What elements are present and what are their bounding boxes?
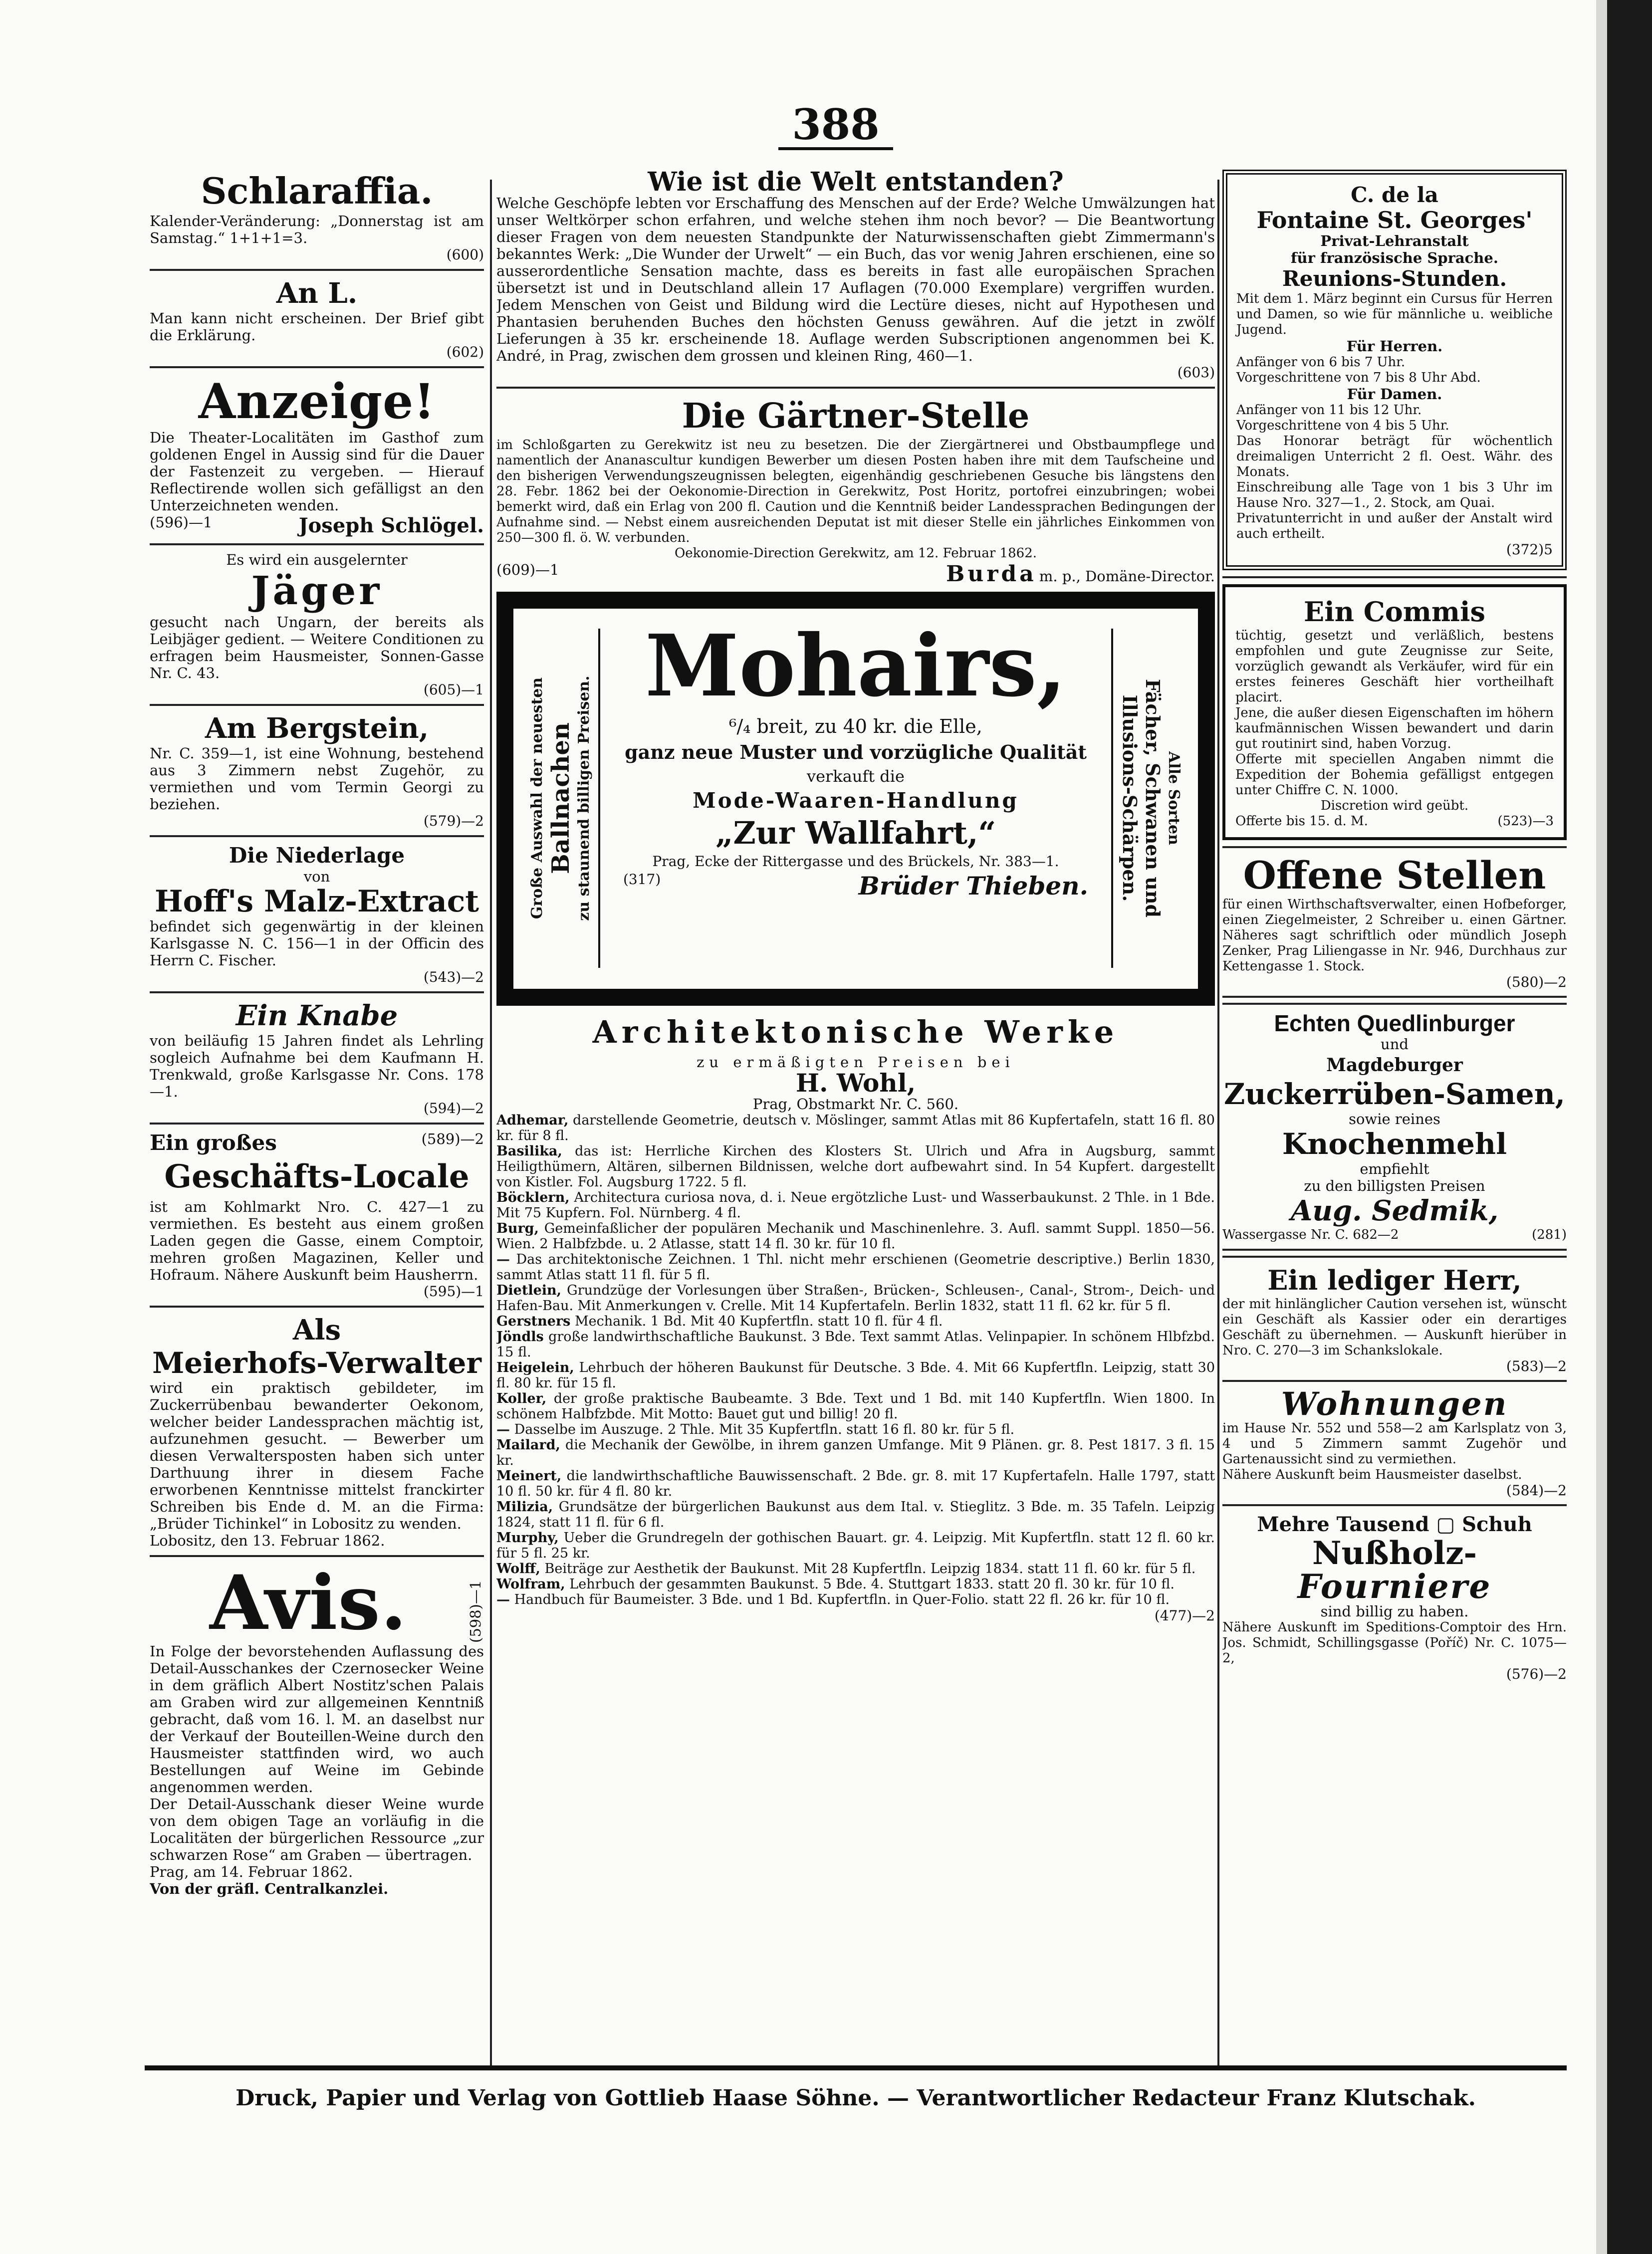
archi-entry-text: die landwirthschaftliche Bauwissenschaft. 2 Bde. gr. 8. mit 17 Kupfertafeln. Halle 1797, statt 10 fl. 50 kr. für 4 fl. 80 kr. — [496, 1468, 1215, 1499]
herr-title: Ein lediger Herr, — [1267, 1264, 1522, 1296]
mohairs-panel — [513, 609, 1198, 989]
divider — [150, 269, 484, 271]
gaertner-footer — [496, 561, 1215, 587]
archi-entry — [496, 1360, 1215, 1391]
archi-entry-text: Mechanik. 1 Bd. Mit 40 Kupfertfln. statt 10 fl. für 4 fl. — [574, 1314, 943, 1329]
mohairs-ref: (317) — [623, 871, 661, 888]
divider — [150, 543, 484, 545]
fontaine-damen: Für Damen. — [1347, 386, 1442, 403]
mohairs-right-1: Alle Sorten — [1165, 751, 1182, 845]
geschaefts-pre: Ein großes — [150, 1130, 277, 1155]
divider — [150, 1123, 484, 1125]
anzeige-title: Anzeige! — [198, 373, 436, 430]
hoff-pre: Die Niederlage — [229, 843, 405, 868]
fontaine-herren: Für Herren. — [1346, 338, 1443, 355]
mohairs-line5: „Zur Wallfahrt,“ — [715, 815, 996, 851]
commis-body1: tüchtig, gesetzt und verläßlich, bestens empfohlen und gute Zeugnisse zur Seite, vorzüglich gewandt als Verkäufer, wird für ein erstes feineres Geschäft hier vortheilhaft placirt. — [1235, 628, 1554, 705]
archi-entry-author: — — [496, 1592, 510, 1607]
archi-entry-text: Lehrbuch der höheren Baukunst für Deutsche. 3 Bde. 4. Mit 66 Kupfertfln. Leipzig, statt 30 fl. 80 kr. für 15 fl. — [496, 1360, 1215, 1391]
anzeige-body: Die Theater-Localitäten im Gasthof zum goldenen Engel in Aussig sind für die Dauer der Fastenzeit zu vergeben. — Hierauf Reflectirende wollen sich gefälligst an den Unterzeichneten wenden. — [150, 429, 484, 514]
divider — [150, 366, 484, 368]
bergstein-ref: (579)—2 — [423, 813, 484, 829]
mohairs-left-side — [523, 629, 600, 968]
fontaine-herren2: Vorgeschrittene von 7 bis 8 Uhr Abd. — [1236, 370, 1481, 385]
quedlinburger-l7: empfiehlt — [1360, 1160, 1429, 1177]
fontaine-l1: C. de la — [1351, 183, 1438, 207]
commis-ref: (523)—3 — [1497, 814, 1554, 829]
gaertner-signature-group — [946, 561, 1215, 587]
archi-entry — [496, 1437, 1215, 1468]
fontaine-herren1: Anfänger von 6 bis 7 Uhr. — [1236, 355, 1406, 370]
archi-entry — [496, 1143, 1215, 1190]
schlaraffia-body: Kalender-Veränderung: „Donnerstag ist am Samstag.“ 1+1+1=3. — [150, 213, 484, 246]
an-l-ref: (602) — [446, 344, 484, 360]
meierhof-place: Lobositz, den 13. Februar 1862. — [150, 1532, 385, 1549]
archi-entry-text: große landwirthschaftliche Baukunst. 3 Bde. Text sammt Atlas. Velinpapier. In schönem Hlbfzbd. 15 fl. — [496, 1329, 1215, 1360]
archi-entry-author: Wolfram, — [496, 1577, 565, 1592]
wohnungen-ref: (584)—2 — [1506, 1482, 1567, 1499]
archi-entry-author: Basilika, — [496, 1143, 562, 1159]
archi-entry-text: Ueber die Grundregeln der gothischen Bauart. gr. 4. Leipzig. Mit Kupfertfln. statt 12 fl. 60 kr. für 5 fl. 25 kr. — [496, 1530, 1215, 1561]
quedlinburger-l9: Aug. Sedmik, — [1290, 1194, 1499, 1227]
archi-entry-author: Heigelein, — [496, 1360, 574, 1375]
bergstein-title: Am Bergstein, — [205, 712, 429, 745]
divider — [150, 704, 484, 706]
bergstein-body: Nr. C. 359—1, ist eine Wohnung, bestehend aus 3 Zimmern nebst Zugehör, zu vermiethen und vom Termin Georgi zu beziehen. — [150, 745, 484, 813]
column-rule-left — [490, 180, 492, 2065]
geschaefts-pre-row — [150, 1130, 484, 1155]
archi-entry-author: Böcklern, — [496, 1190, 570, 1205]
column-right — [1222, 170, 1567, 2050]
offene-ref: (580)—2 — [1506, 974, 1567, 990]
avis-ref: (598)—1 — [467, 1580, 484, 1643]
archi-entry-author: Jöndls — [496, 1329, 544, 1345]
divider — [496, 387, 1215, 389]
archi-entry — [496, 1221, 1215, 1252]
archi-entry — [496, 1468, 1215, 1499]
anzeige-signature: Joseph Schlögel. — [298, 514, 484, 537]
divider — [1222, 1380, 1567, 1382]
meierhof-title: Meierhofs-Verwalter — [152, 1346, 481, 1380]
scan-edge-shadow — [1596, 0, 1607, 2254]
fontaine-l5: Reunions-Stunden. — [1282, 266, 1507, 291]
wohnungen-body2: Nähere Auskunft beim Hausmeister daselbst. — [1222, 1467, 1522, 1482]
mohairs-line3: verkauft die — [807, 767, 905, 786]
wohnungen-body1: im Hause Nr. 552 und 558—2 am Karlsplatz von 3, 4 und 5 Zimmern sammt Zugehör und Gartenaussicht sind zu vermiethen. — [1222, 1421, 1567, 1467]
archi-entry — [496, 1329, 1215, 1360]
an-l-title: An L. — [276, 277, 358, 310]
archi-entry-author: — — [496, 1252, 510, 1267]
fontaine-body1: Mit dem 1. März beginnt ein Cursus für Herren und Damen, so wie für männliche u. weibliche Jugend. — [1236, 291, 1553, 337]
commis-title: Ein Commis — [1304, 596, 1485, 628]
mohairs-title: Mohairs, — [645, 616, 1067, 716]
herr-ref: (583)—2 — [1506, 1358, 1567, 1374]
archi-entry-author: Adhemar, — [496, 1113, 569, 1128]
nussholz-l1: Mehre Tausend ▢ Schuh — [1257, 1513, 1532, 1536]
gaertner-signature: Burda — [946, 561, 1037, 587]
herr-body: der mit hinlänglicher Caution versehen ist, wünscht ein Geschäft als Kassier oder ein derartiges Geschäft zu übernehmen. — Auskunft hierüber in Nro. C. 270—3 im Schankslokale. — [1222, 1297, 1567, 1358]
avis-signature: Von der gräfl. Centralkanzlei. — [150, 1880, 389, 1897]
archi-entry-author: — — [496, 1422, 510, 1437]
column-middle — [496, 170, 1215, 2050]
archi-entry — [496, 1422, 1215, 1437]
quedlinburger-l10: Wassergasse Nr. C. 682—2 — [1222, 1227, 1399, 1242]
hoff-pre2: von — [303, 868, 330, 885]
gaertner-body: im Schloßgarten zu Gerekwitz ist neu zu besetzen. Die der Ziergärtnerei und Obstbaumpflege und namentlich der Ananascultur kundigen Bewerber um diesen Posten haben ihre mit dem Taufscheine und den bisherigen Verwendungszeugnissen belegten, eigenhändig geschriebenen Gesuche bis längstens den 28. Febr. 1862 bei der Oekonomie-Direction in Gerekwitz, Post Horitz, portofrei einzubringen; wobei bemerkt wird, daß ein Erlag von 200 fl. Caution und die Kenntniß beider Landessprachen Bedingungen der Aufnahme sind. — Nebst einem ausreichenden Deputat ist mit dieser Stelle ein jährliches Einkommen von 250—300 fl. ö. W. verbunden. — [496, 438, 1215, 545]
geschaefts-ref: (595)—1 — [423, 1283, 484, 1300]
mohairs-right-text — [1118, 679, 1183, 917]
avis-place: Prag, am 14. Februar 1862. — [150, 1863, 353, 1880]
geschaefts-title: Geschäfts-Locale — [164, 1158, 470, 1195]
divider — [150, 991, 484, 993]
archi-address: Prag, Obstmarkt Nr. C. 560. — [752, 1096, 959, 1113]
imprint-footer: Druck, Papier und Verlag von Gottlieb Haase Söhne. — Verantwortlicher Redacteur Franz Klutschak. — [236, 2085, 1476, 2111]
archi-entry-text: der große praktische Baubeamte. 3 Bde. Text und 1 Bd. mit 140 Kupfertfln. Wien 1800. In schönem Halbfzbde. Mit Motto: Bauet gut und billig! 20 fl. — [496, 1391, 1215, 1422]
archi-entry — [496, 1113, 1215, 1143]
jaeger-pre: Es wird ein ausgelernter — [226, 551, 408, 568]
mohairs-line2: ganz neue Muster und vorzügliche Qualität — [625, 741, 1087, 763]
commis-body2: Jene, die außer diesen Eigenschaften im höhern kaufmännischen Wissen bewandert und darin gut routinirt sind, haben Vorzug. — [1235, 705, 1554, 751]
mohairs-left-1: Große Auswahl der neuesten — [528, 677, 546, 919]
archi-entry-text: das ist: Herrliche Kirchen des Klosters St. Ulrich und Afra in Augsburg, sammt Heiligthümern, Altären, silbernen Bildnissen, welche dort aufbewahrt sind. In 54 Kupfert. dargestellt von Kistler. Fol. Augsburg 1722. 5 fl. — [496, 1143, 1215, 1190]
divider — [150, 1555, 484, 1557]
avis-title: Avis. — [209, 1559, 408, 1647]
jaeger-ref: (605)—1 — [423, 681, 484, 698]
hoff-title: Hoff's Malz-Extract — [154, 884, 479, 919]
archi-entry-author: Milizia, — [496, 1499, 553, 1515]
avis-body2: Der Detail-Ausschank dieser Weine wurde von dem obigen Tage an vorläufig in die Localitäten der bürgerlichen Ressource „zur schwarzen Rose“ am Graben — übertragen. — [150, 1796, 484, 1863]
archi-entry-text: Grundzüge der Vorlesungen über Straßen-, Brücken-, Schleusen-, Canal-, Strom-, Deich- und Hafen-Bau. Mit Anmerkungen v. Crelle. Mit 14 Kupfertafeln. Berlin 1832, statt 11 fl. 62 kr. für 5 fl. — [496, 1283, 1215, 1314]
gaertner-ref: (609)—1 — [496, 561, 559, 578]
archi-entry — [496, 1530, 1215, 1561]
column-rule-right — [1217, 180, 1219, 2065]
an-l-body: Man kann nicht erscheinen. Der Brief gibt die Erklärung. — [150, 310, 484, 344]
divider — [1222, 846, 1567, 848]
divider — [1222, 576, 1567, 578]
mohairs-left-text — [528, 676, 594, 920]
mohairs-right-3: Illusions-Schärpen. — [1119, 694, 1141, 902]
quedlinburger-ref: (281) — [1532, 1227, 1567, 1242]
hoff-ref: (543)—2 — [423, 969, 484, 985]
mohairs-line6: Prag, Ecke der Rittergasse und des Brückels, Nr. 383—1. — [652, 853, 1059, 870]
fontaine-ref: (372)5 — [1506, 541, 1553, 558]
mohairs-footer — [613, 871, 1098, 901]
mohairs-line4: Mode-Waaren-Handlung — [693, 788, 1019, 813]
divider — [150, 1306, 484, 1308]
page-number: 388 — [778, 102, 893, 150]
archi-entry — [496, 1391, 1215, 1422]
archi-entry-author: Meinert, — [496, 1468, 562, 1484]
scan-edge — [1607, 0, 1652, 2254]
geschaefts-body: ist am Kohlmarkt Nro. C. 427—1 zu vermiethen. Es besteht aus einem großen Laden gegen die Gasse, einem Comptoir, mehren großen Magazinen, Keller und Hofraum. Nähere Auskunft beim Hausherrn. — [150, 1198, 484, 1283]
archi-entry — [496, 1283, 1215, 1314]
quedlinburger-l4: Zuckerrüben-Samen, — [1224, 1077, 1565, 1111]
wohnungen-title: Wohnungen — [1281, 1385, 1508, 1423]
fontaine-body2: Das Honorar beträgt für wöchentlich dreimaligen Unterricht 2 fl. Oest. Währ. des Monats. — [1236, 434, 1553, 479]
offene-body: für einen Wirthschaftsverwalter, einen Hofbeforger, einen Ziegelmeister, 2 Schreiber u. einen Gärtner. Näheres sagt schriftlich oder mündlich Joseph Zenker, Prag Liliengasse in Nr. 946, Durchhaus zur Kettengasse 1. Stock. — [1222, 897, 1567, 974]
archi-entry-text: darstellende Geometrie, deutsch v. Möslinger, sammt Atlas mit 86 Kupfertafeln, statt 16 fl. 80 kr. für 8 fl. — [496, 1113, 1215, 1143]
archi-book-list — [496, 1113, 1215, 1607]
divider — [1222, 1249, 1567, 1258]
fontaine-advert — [1222, 170, 1567, 570]
archi-entry-author: Koller, — [496, 1391, 547, 1406]
welt-body: Welche Geschöpfe lebten vor Erschaffung des Menschen auf der Erde? Welche Umwälzungen hat unser Weltkörper schon erfahren, und welche stehen ihm noch bevor? — Die Beantwortung dieser Fragen von dem neuesten Standpunkte der Naturwissenschaften giebt Zimmermann's bekanntes Werk: „Die Wunder der Urwelt“ — ein Buch, das vor wenig Jahren erschienen, eine so ausserordentliche Sensation machte, dass es bereits in fast alle europäischen Sprachen übersetzt ist und in Deutschland allein 17 Auflagen (70.000 Exemplare) vergriffen wurden. Jedem Menschen von Geist und Bildung wird die Lectüre dieses, nicht auf Hypothesen und Phantasien beruhenden Buches den höchsten Genuss gewähren. Auf die jetzt in zwölf Lieferungen à 35 kr. erscheinende 18. Auflage werden Subscriptionen angenommen bei K. André, in Prag, zwischen dem grossen und kleinen Ring, 460—1. — [496, 195, 1215, 364]
quedlinburger-l5: sowie reines — [1349, 1111, 1440, 1127]
meierhof-pre: Als — [292, 1314, 341, 1347]
archi-name: H. Wohl, — [795, 1068, 916, 1098]
commis-body3: Offerte mit speciellen Angaben nimmt die Expedition der Bohemia gefälligst entgegen unter Chiffre C. N. 1000. — [1235, 752, 1554, 798]
commis-footer — [1235, 814, 1554, 829]
mohairs-left-3: zu staunend billigen Preisen. — [575, 676, 593, 921]
archi-entry — [496, 1592, 1215, 1607]
fontaine-l3: Privat-Lehranstalt — [1320, 232, 1469, 249]
quedlinburger-l6: Knochenmehl — [1282, 1127, 1507, 1161]
nussholz-l3: Fourniere — [1297, 1567, 1492, 1606]
archi-entry-author: Burg, — [496, 1221, 539, 1236]
quedlinburger-l1: Echten Quedlinburger — [1274, 1010, 1515, 1036]
geschaefts-pre-ref: (589)—2 — [421, 1130, 484, 1147]
nussholz-l2: Nußholz- — [1312, 1535, 1477, 1572]
archi-sub: zu ermäßigten Preisen bei — [697, 1054, 1015, 1071]
archi-entry-author: Wolff, — [496, 1561, 540, 1577]
nussholz-ref: (576)—2 — [1506, 1666, 1567, 1682]
quedlinburger-l2: und — [1381, 1036, 1409, 1053]
mohairs-right-2: Fächer, Schwanen und — [1142, 678, 1164, 918]
mohairs-center — [613, 616, 1098, 901]
divider — [150, 835, 484, 837]
column-left — [150, 170, 484, 2050]
archi-entry-author: Gerstners — [496, 1314, 571, 1329]
anzeige-footer — [150, 514, 484, 537]
archi-entry-text: Grundsätze der bürgerlichen Baukunst aus dem Ital. v. Stieglitz. 3 Bde. m. 35 Tafeln. Leipzig 1824, statt 11 fl. für 6 fl. — [496, 1499, 1215, 1530]
commis-advert — [1222, 584, 1567, 840]
archi-ref: (477)—2 — [1154, 1607, 1215, 1624]
archi-entry-text: Handbuch für Baumeister. 3 Bde. und 1 Bd. Kupfertfln. in Quer-Folio. statt 22 fl. 26 kr. für 10 fl. — [514, 1592, 1170, 1607]
archi-entry-text: die Mechanik der Gewölbe, in ihrem ganzen Umfange. Mit 9 Plänen. gr. 8. Pest 1817. 3 fl. 15 kr. — [496, 1437, 1215, 1468]
archi-entry-text: Lehrbuch der gesammten Baukunst. 5 Bde. 4. Stuttgart 1833. statt 20 fl. 30 kr. für 10 fl. — [569, 1577, 1175, 1592]
nussholz-l4: sind billig zu haben. — [1320, 1603, 1469, 1620]
quedlinburger-footer — [1222, 1227, 1567, 1243]
avis-head — [150, 1559, 484, 1647]
archi-entry-author: Dietlein, — [496, 1283, 562, 1298]
jaeger-title: Jäger — [251, 568, 383, 614]
archi-entry-author: Mailard, — [496, 1437, 560, 1453]
mohairs-line1: ⁶/₄ breit, zu 40 kr. die Elle, — [729, 715, 982, 737]
fontaine-body3: Einschreibung alle Tage von 1 bis 3 Uhr im Hause Nro. 327—1., 2. Stock, am Quai. — [1236, 480, 1553, 510]
gaertner-title: Die Gärtner-Stelle — [682, 396, 1030, 436]
archi-entry-text: Dasselbe im Auszuge. 2 Thle. Mit 35 Kupfertfln. statt 16 fl. 80 kr. für 5 fl. — [514, 1422, 1015, 1437]
archi-entry — [496, 1577, 1215, 1592]
mohairs-advert — [496, 592, 1215, 1006]
archi-entry — [496, 1252, 1215, 1283]
quedlinburger-l3: Magdeburger — [1326, 1055, 1463, 1076]
divider — [1222, 996, 1567, 1005]
avis-body: In Folge der bevorstehenden Auflassung des Detail-Ausschankes der Czernosecker Weine in dem gräflich Albert Nostitz'schen Palais am Graben wird zur allgemeinen Kenntniß gebracht, daß vom 16. l. M. an daselbst nur der Verkauf der Bouteillen-Weine durch den Hausmeister stattfinden wird, wo auch Bestellungen auf Weine im Gebinde angenommen werden. — [150, 1643, 484, 1796]
gaertner-signature2: m. p., Domäne-Director. — [1039, 568, 1215, 585]
mohairs-signature: Brüder Thieben. — [858, 871, 1088, 901]
offene-title: Offene Stellen — [1243, 853, 1546, 898]
archi-entry — [496, 1499, 1215, 1530]
archi-entry — [496, 1190, 1215, 1221]
fontaine-l4: für französische Sprache. — [1291, 249, 1498, 266]
archi-title: Architektonische Werke — [592, 1014, 1119, 1050]
knabe-ref: (594)—2 — [423, 1100, 484, 1117]
nussholz-body: Nähere Auskunft im Speditions-Comptoir des Hrn. Jos. Schmidt, Schillingsgasse (Poříč) Nr. C. 1075—2, — [1222, 1620, 1567, 1666]
archi-entry-text: Beiträge zur Aesthetik der Baukunst. Mit 28 Kupfertfln. Leipzig 1834. statt 11 fl. 60 kr. für 5 fl. — [544, 1561, 1196, 1577]
jaeger-body: gesucht nach Ungarn, der bereits als Leibjäger gedient. — Weitere Conditionen zu erfragen beim Hausmeister, Sonnen-Gasse Nr. C. 43. — [150, 614, 484, 681]
mohairs-right-side — [1111, 629, 1188, 968]
fontaine-damen2: Vorgeschrittene von 4 bis 5 Uhr. — [1236, 418, 1449, 433]
archi-entry-text: Das architektonische Zeichnen. 1 Thl. nicht mehr erschienen (Geometrie descriptive.) Berlin 1830, sammt Atlas statt 11 fl. für 5 fl. — [496, 1252, 1215, 1283]
gaertner-place: Oekonomie-Direction Gerekwitz, am 12. Februar 1862. — [674, 546, 1037, 561]
welt-ref: (603) — [1177, 364, 1215, 381]
archi-entry — [496, 1314, 1215, 1329]
knabe-body: von beiläufig 15 Jahren findet als Lehrling sogleich Aufnahme bei dem Kaufmann H. Trenkwald, große Karlsgasse Nr. Cons. 178—1. — [150, 1032, 484, 1100]
hoff-body: befindet sich gegenwärtig in der kleinen Karlsgasse N. C. 156—1 in der Officin des Herrn C. Fischer. — [150, 918, 484, 969]
knabe-title: Ein Knabe — [236, 999, 398, 1032]
welt-title: Wie ist die Welt entstanden? — [648, 170, 1064, 197]
quedlinburger-l8: zu den billigsten Preisen — [1304, 1177, 1485, 1194]
footer-rule — [145, 2065, 1567, 2070]
fontaine-l2: Fontaine St. Georges' — [1256, 207, 1533, 233]
archi-entry-text: Gemeinfaßlicher der populären Mechanik und Maschinenlehre. 3. Aufl. sammt Suppl. 1850—56. Wien. 2 Halbfzbde. u. 2 Atlasse, statt 14 fl. 30 kr. für 10 fl. — [496, 1221, 1215, 1252]
mohairs-left-2: Ballnachen — [547, 722, 575, 874]
commis-body4: Discretion wird geübt. — [1320, 798, 1469, 813]
schlaraffia-title: Schlaraffia. — [201, 170, 433, 212]
archi-entry-author: Murphy, — [496, 1530, 559, 1546]
divider — [1222, 1504, 1567, 1506]
archi-entry-text: Architectura curiosa nova, d. i. Neue ergötzliche Lust- und Wasserbaukunst. 2 Thle. in 1 Bde. Mit 75 Kupfern. Fol. Nürnberg. 4 fl. — [496, 1190, 1215, 1221]
anzeige-ref: (596)—1 — [150, 514, 213, 531]
fontaine-body4: Privatunterricht in und außer der Anstalt wird auch ertheilt. — [1236, 511, 1553, 541]
commis-body5: Offerte bis 15. d. M. — [1235, 814, 1368, 829]
schlaraffia-ref: (600) — [446, 246, 484, 263]
archi-entry — [496, 1561, 1215, 1577]
meierhof-body: wird ein praktisch gebildeter, im Zuckerrübenbau bewanderter Oekonom, welcher beider Landessprachen mächtig ist, aufzunehmen gesucht. — Bewerber um diesen Verwaltersposten haben sich unter Darthuung ihrer in diesem Fache erworbenen Kenntnisse mittelst franckirter Schreiben bis Ende d. M. an die Firma: „Brüder Tichinkel“ in Lobositz zu wenden. — [150, 1379, 484, 1532]
fontaine-damen1: Anfänger von 11 bis 12 Uhr. — [1236, 403, 1422, 418]
